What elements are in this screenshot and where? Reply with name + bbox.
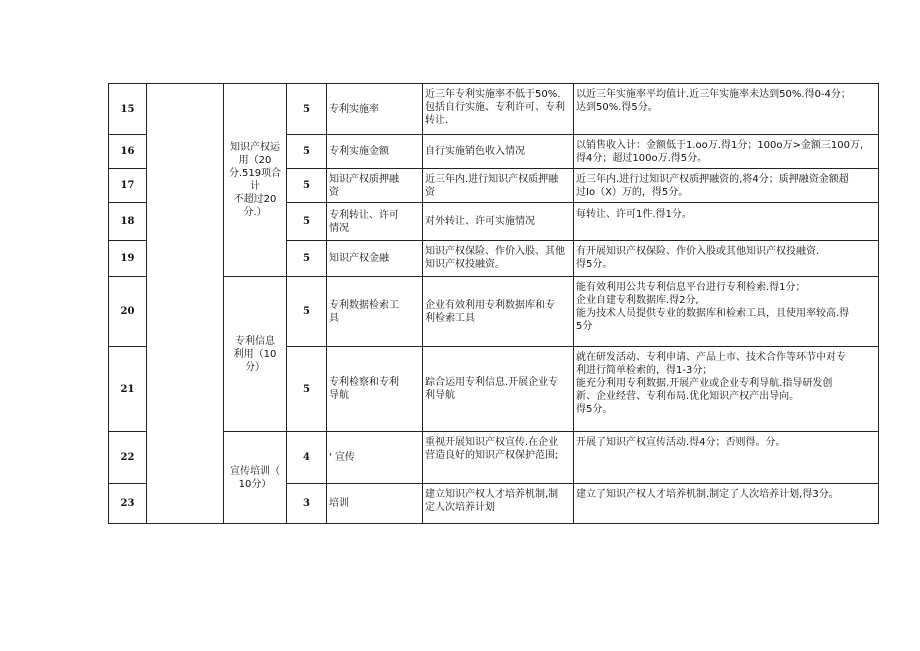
row-content: 近三年内.进行知识产权质押融 资: [423, 169, 574, 203]
row-score: 5: [287, 84, 327, 135]
row-standard: 能有效利用公共专利信息平台进行专利检索.得1分； 企业自建专利数据库.得2分, 能为技术人员提供专业的数据库和检索工具，且使用率较高.得 5分: [574, 277, 879, 347]
row-number: 16: [109, 135, 147, 169]
row-number: 22: [109, 432, 147, 484]
row-number: 18: [109, 203, 147, 241]
row-score: 5: [287, 135, 327, 169]
evaluation-table: [108, 83, 879, 524]
row-number: 20: [109, 277, 147, 347]
row-number: 23: [109, 484, 147, 524]
row-item: 专利实施金额: [327, 135, 423, 169]
row-item: 专利转让、许可 情况: [327, 203, 423, 241]
row-content: 近三年专利实施率不低于50%. 包括自行实施、专利许可、专利 转让.: [423, 84, 574, 135]
row-item: 专利检察和专利 导航: [327, 347, 423, 432]
row-content: 自行实施销色收入情况: [423, 135, 574, 169]
row-score: 5: [287, 241, 327, 277]
row-item: 知识产权金融: [327, 241, 423, 277]
row-standard: 以近三年实施率平均值计.近三年实施率未达到50%.得0-4分； 达到50%.得5分。: [574, 84, 879, 135]
row-standard: 每转让、许可1件.得1分。: [574, 203, 879, 241]
table-row: [109, 84, 879, 135]
row-number: 15: [109, 84, 147, 135]
table-row: [109, 432, 879, 484]
row-content: 知识产权保险、作价入股、其他 知识产权投融资。: [423, 241, 574, 277]
row-score: 5: [287, 169, 327, 203]
row-content: 建立知识产权人才培养机制,制 定人次培养计划: [423, 484, 574, 524]
row-number: 19: [109, 241, 147, 277]
row-item: 培训: [327, 484, 423, 524]
row-standard: 建立了知识产权人才培养机制.制定了人次培养计划,得3分。: [574, 484, 879, 524]
row-standard: 开展了知识产权宣传活动.得4分；否则得。分。: [574, 432, 879, 484]
row-standard: 有开展知识产权保险、作价入股或其他知识产权投融资. 得5分。: [574, 241, 879, 277]
row-score: 4: [287, 432, 327, 484]
table-row: [109, 277, 879, 347]
row-item: ' 宣传: [327, 432, 423, 484]
row-item: 知识产权质押融 资: [327, 169, 423, 203]
row-score: 5: [287, 347, 327, 432]
row-item: 专利数据检索工 具: [327, 277, 423, 347]
row-item: 专利实施率: [327, 84, 423, 135]
row-standard: 就在研发活动、专利申请、产品上市、技术合作等环节中对专 利进行简单检索的，得1-3分； 能充分利用专利数据.开展产业或企业专利导航.指导研发创 新、企业经营、专利布局.优化知识产权产出导向。 得5分。: [574, 347, 879, 432]
row-content: 踪合运用专利信息.开展企业专 利导航: [423, 347, 574, 432]
row-score: 5: [287, 203, 327, 241]
row-score: 3: [287, 484, 327, 524]
blank-category-column: [147, 84, 224, 524]
row-number: 17: [109, 169, 147, 203]
row-content: 对外转让、许可实施情况: [423, 203, 574, 241]
row-content: 企业有效利用专利数据库和专 利检索工具: [423, 277, 574, 347]
category-ip-use: 知识产权运 用（20 分.519项合计 不超过20 分.）: [224, 84, 287, 277]
category-training: 宣传培训（ 10分）: [224, 432, 287, 524]
row-score: 5: [287, 277, 327, 347]
row-number: 21: [109, 347, 147, 432]
category-patent-info: 专利信息 利用（10 分）: [224, 277, 287, 432]
row-content: 重视开展知识产权宣传.在企业 营造良好的知识产权保护范围;: [423, 432, 574, 484]
row-standard: 近三年内.进行过知识产权质押融资的,将4分；质押融资金额超 过Io（X）万的，得5分。: [574, 169, 879, 203]
row-standard: 以销售收入计：金额低于1.oo万.得1分；100o万>金额三100万, 得4分；超过100o万.得5分。: [574, 135, 879, 169]
